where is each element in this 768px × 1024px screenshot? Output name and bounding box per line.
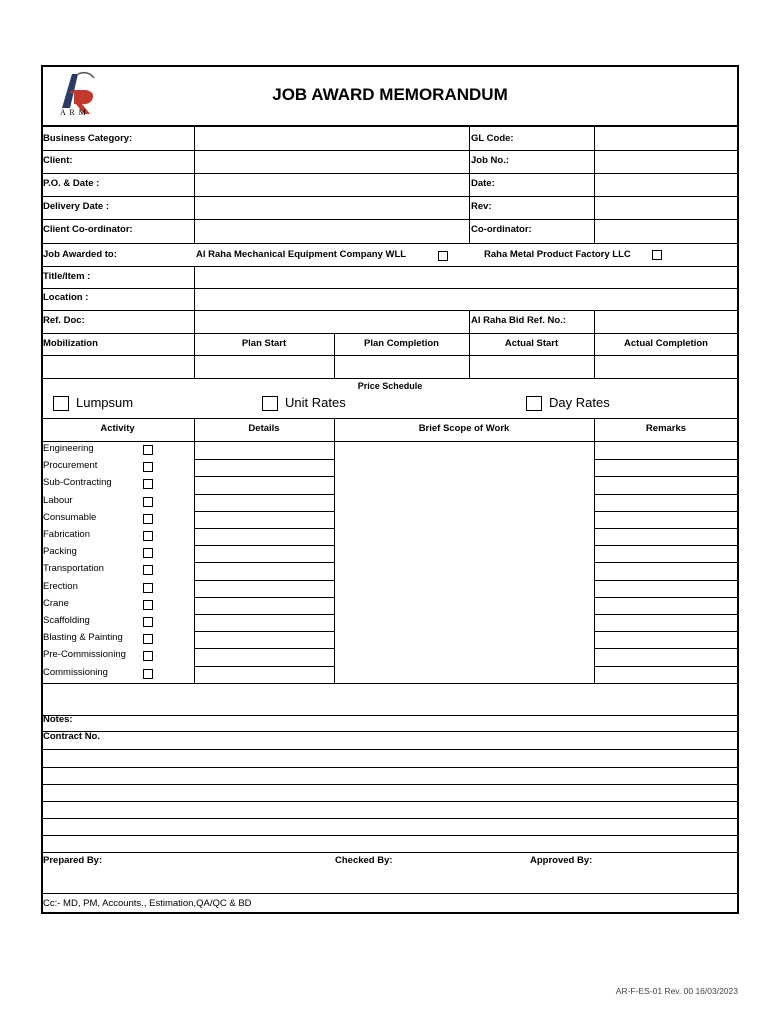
activity-label: Labour bbox=[43, 495, 73, 506]
client-label: Client: bbox=[43, 155, 73, 166]
remarks-row-line bbox=[594, 476, 738, 477]
details-row-line bbox=[194, 459, 334, 460]
col-line bbox=[194, 418, 195, 683]
coordinator-label: Co-ordinator: bbox=[471, 224, 532, 235]
plan-start-header: Plan Start bbox=[241, 338, 287, 349]
row-line bbox=[41, 893, 739, 894]
remarks-row-line bbox=[594, 545, 738, 546]
activity-checkbox[interactable] bbox=[143, 600, 153, 610]
plan-completion-header: Plan Completion bbox=[364, 338, 439, 349]
activity-label: Packing bbox=[43, 546, 77, 557]
prepared-by-label: Prepared By: bbox=[43, 855, 103, 866]
job-no-field[interactable] bbox=[595, 151, 737, 173]
remarks-row-line bbox=[594, 562, 738, 563]
day-rates-label: Day Rates bbox=[549, 395, 610, 410]
mobilization-label: Mobilization bbox=[43, 338, 98, 349]
details-row-line bbox=[194, 666, 334, 667]
activity-checkbox[interactable] bbox=[143, 651, 153, 661]
activity-label: Consumable bbox=[43, 512, 97, 523]
client-field[interactable] bbox=[195, 151, 469, 173]
remarks-row-line bbox=[594, 494, 738, 495]
remarks-row-line bbox=[594, 511, 738, 512]
gl-code-label: GL Code: bbox=[471, 133, 514, 144]
business-category-field[interactable] bbox=[195, 126, 469, 150]
activity-label: Commissioning bbox=[43, 667, 108, 678]
price-schedule-heading: Price Schedule bbox=[357, 381, 423, 391]
activity-checkbox[interactable] bbox=[143, 548, 153, 558]
title-item-field[interactable] bbox=[195, 267, 737, 288]
unit-rates-label: Unit Rates bbox=[285, 395, 346, 410]
activity-label: Blasting & Painting bbox=[43, 632, 123, 643]
rev-field[interactable] bbox=[595, 197, 737, 219]
coordinator-field[interactable] bbox=[595, 220, 737, 243]
details-row-line bbox=[194, 494, 334, 495]
location-label: Location : bbox=[43, 292, 89, 303]
plan-completion-field[interactable] bbox=[335, 356, 468, 378]
lumpsum-checkbox[interactable] bbox=[53, 396, 69, 411]
job-awarded-to-label: Job Awarded to: bbox=[43, 249, 117, 260]
page-title: JOB AWARD MEMORANDUM bbox=[272, 85, 508, 104]
row-line bbox=[41, 243, 739, 244]
activity-label: Transportation bbox=[43, 563, 104, 574]
bid-ref-field[interactable] bbox=[595, 311, 737, 333]
activity-checkbox[interactable] bbox=[143, 617, 153, 627]
activity-label: Pre-Commissioning bbox=[43, 649, 126, 660]
business-category-label: Business Category: bbox=[43, 133, 133, 144]
remarks-row-line bbox=[594, 459, 738, 460]
lumpsum-label: Lumpsum bbox=[76, 395, 134, 410]
notes-label: Notes: bbox=[43, 714, 73, 725]
remarks-row-line bbox=[594, 528, 738, 529]
client-coordinator-field[interactable] bbox=[195, 220, 469, 243]
actual-completion-header: Actual Completion bbox=[624, 338, 708, 349]
client-coordinator-label: Client Co-ordinator: bbox=[43, 224, 133, 235]
row-line bbox=[41, 852, 739, 853]
remarks-row-line bbox=[594, 580, 738, 581]
activity-label: Fabrication bbox=[43, 529, 90, 540]
ref-doc-field[interactable] bbox=[195, 311, 469, 333]
details-row-line bbox=[194, 528, 334, 529]
gl-code-field[interactable] bbox=[595, 126, 737, 150]
notes-field[interactable] bbox=[42, 750, 738, 851]
col-line bbox=[469, 310, 470, 333]
approved-by-label: Approved By: bbox=[530, 855, 593, 866]
form-code: AR-F-ES-01 Rev. 00 16/03/2023 bbox=[615, 986, 738, 996]
row-line bbox=[41, 378, 739, 379]
remarks-row-line bbox=[594, 666, 738, 667]
details-row-line bbox=[194, 562, 334, 563]
activity-label: Sub-Contracting bbox=[43, 477, 112, 488]
row-line bbox=[41, 418, 739, 419]
po-date-label: P.O. & Date : bbox=[43, 178, 100, 189]
remarks-row-line bbox=[594, 614, 738, 615]
activity-label: Engineering bbox=[43, 443, 94, 454]
rev-label: Rev: bbox=[471, 201, 492, 212]
delivery-date-label: Delivery Date : bbox=[43, 201, 110, 212]
date-field[interactable] bbox=[595, 174, 737, 196]
actual-start-field[interactable] bbox=[470, 356, 593, 378]
company-1-label: Al Raha Mechanical Equipment Company WLL bbox=[196, 249, 407, 260]
row-line bbox=[41, 731, 739, 732]
details-header: Details bbox=[248, 423, 280, 434]
remarks-row-line bbox=[594, 597, 738, 598]
delivery-date-field[interactable] bbox=[195, 197, 469, 219]
plan-start-field[interactable] bbox=[195, 356, 333, 378]
day-rates-checkbox[interactable] bbox=[526, 396, 542, 411]
activity-label: Procurement bbox=[43, 460, 98, 471]
company-1-checkbox[interactable] bbox=[438, 251, 448, 261]
location-field[interactable] bbox=[195, 289, 737, 310]
details-row-line bbox=[194, 614, 334, 615]
cc-list: Cc:- MD, PM, Accounts., Estimation,QA/QC & BD bbox=[43, 898, 252, 909]
unit-rates-checkbox[interactable] bbox=[262, 396, 278, 411]
details-row-line bbox=[194, 511, 334, 512]
activity-header: Activity bbox=[100, 423, 135, 434]
details-row-line bbox=[194, 580, 334, 581]
col-line bbox=[469, 125, 470, 243]
row-line bbox=[41, 683, 739, 684]
activity-checkbox[interactable] bbox=[143, 565, 153, 575]
date-label: Date: bbox=[471, 178, 495, 189]
activity-checkbox[interactable] bbox=[143, 583, 153, 593]
row-line bbox=[41, 715, 739, 716]
activity-checkbox[interactable] bbox=[143, 445, 153, 455]
activity-checkbox[interactable] bbox=[143, 497, 153, 507]
scope-header: Brief Scope of Work bbox=[418, 423, 510, 434]
details-row-line bbox=[194, 545, 334, 546]
activity-checkbox[interactable] bbox=[143, 669, 153, 679]
remarks-header: Remarks bbox=[645, 423, 687, 434]
title-item-label: Title/Item : bbox=[43, 271, 91, 282]
logo-text: A R M bbox=[60, 108, 87, 117]
activity-checkbox[interactable] bbox=[143, 634, 153, 644]
col-line bbox=[594, 418, 595, 683]
activity-label: Crane bbox=[43, 598, 69, 609]
ref-doc-label: Ref. Doc: bbox=[43, 315, 85, 326]
activity-label: Scaffolding bbox=[43, 615, 90, 626]
details-row-line bbox=[194, 597, 334, 598]
activity-checkbox[interactable] bbox=[143, 479, 153, 489]
actual-start-header: Actual Start bbox=[504, 338, 559, 349]
details-row-line bbox=[194, 648, 334, 649]
contract-no-label: Contract No. bbox=[43, 731, 100, 742]
remarks-row-line bbox=[594, 648, 738, 649]
job-no-label: Job No.: bbox=[471, 155, 509, 166]
po-date-field[interactable] bbox=[195, 174, 469, 196]
row-line bbox=[41, 333, 739, 334]
activity-checkbox[interactable] bbox=[143, 531, 153, 541]
activity-label: Erection bbox=[43, 581, 78, 592]
details-row-line bbox=[194, 631, 334, 632]
bid-ref-label: Al Raha Bid Ref. No.: bbox=[471, 315, 567, 326]
details-row-line bbox=[194, 476, 334, 477]
remarks-row-line bbox=[594, 631, 738, 632]
activity-checkbox[interactable] bbox=[143, 514, 153, 524]
checked-by-label: Checked By: bbox=[335, 855, 393, 866]
company-2-label: Raha Metal Product Factory LLC bbox=[484, 249, 631, 260]
activity-checkbox[interactable] bbox=[143, 462, 153, 472]
scope-field[interactable] bbox=[335, 442, 593, 682]
actual-completion-field[interactable] bbox=[595, 356, 737, 378]
company-2-checkbox[interactable] bbox=[652, 250, 662, 260]
